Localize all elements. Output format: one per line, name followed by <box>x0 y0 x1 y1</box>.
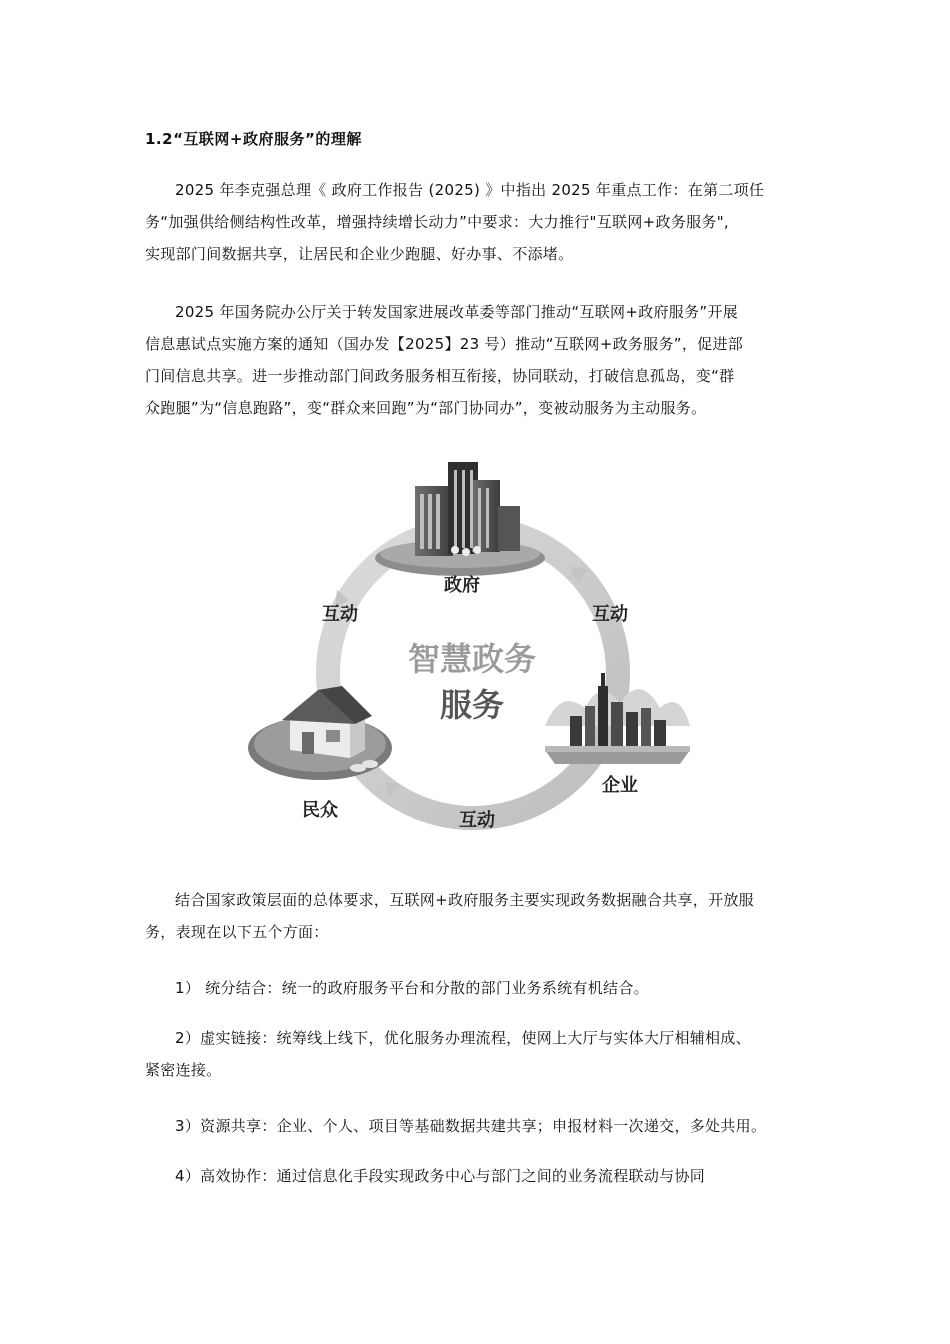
government-buildings-icon <box>375 462 545 576</box>
center-title-line2: 服务 <box>439 686 505 724</box>
center-title-line1: 智慧政务 <box>407 640 537 678</box>
paragraph-overall-requirements <box>145 884 810 948</box>
paragraph-line: 结合国家政策层面的总体要求，互联网+政府服务主要实现政务数据融合共享，开放服 <box>175 891 754 909</box>
link-label-left: 互动 <box>322 604 358 625</box>
list-item-1 <box>145 972 810 1004</box>
public-house-icon <box>248 686 392 780</box>
paragraph-line: 2025 年国务院办公厅关于转发国家进展改革委等部门推动“互联网+政府服务”开展 <box>175 303 739 321</box>
paragraph-work-report <box>145 174 810 270</box>
node-label-government: 政府 <box>444 575 480 596</box>
list-item-3 <box>145 1110 810 1142</box>
list-item-2 <box>145 1022 810 1086</box>
section-heading: 1.2“互联网+政府服务”的理解 <box>145 130 362 148</box>
paragraph-state-council-notice <box>145 296 810 424</box>
node-label-public: 民众 <box>302 800 338 821</box>
paragraph-line: 信息惠试点实施方案的通知（国办发【2025】23 号）推动“互联网+政务服务”，促进部 <box>145 335 744 353</box>
paragraph-line: 2025 年李克强总理《 政府工作报告 (2025) 》中指出 2025 年重点工作：在第二项任 <box>175 181 765 199</box>
paragraph-line: 2）虚实链接：统筹线上线下，优化服务办理流程，使网上大厅与实体大厅相辅相成、 <box>175 1029 751 1047</box>
smart-government-diagram <box>240 458 710 838</box>
paragraph-line: 务，表现在以下五个方面： <box>145 923 329 941</box>
paragraph-line: 4）高效协作：通过信息化手段实现政务中心与部门之间的业务流程联动与协同 <box>175 1167 706 1185</box>
paragraph-line: 实现部门间数据共享，让居民和企业少跑腿、好办事、不添堵。 <box>145 245 574 263</box>
link-label-right: 互动 <box>592 604 628 625</box>
node-label-enterprise: 企业 <box>602 775 638 796</box>
link-label-bottom: 互动 <box>459 810 495 831</box>
paragraph-line: 门间信息共享。进一步推动部门间政务服务相互衔接，协同联动，打破信息孤岛，变“群 <box>145 367 735 385</box>
paragraph-line: 紧密连接。 <box>145 1061 222 1079</box>
paragraph-line: 3）资源共享：企业、个人、项目等基础数据共建共享；申报材料一次递交，多处共用。 <box>175 1117 767 1135</box>
paragraph-line: 众跑腿”为“信息跑路”，变“群众来回跑”为“部门协同办”，变被动服务为主动服务。 <box>145 399 707 417</box>
paragraph-line: 1） 统分结合：统一的政府服务平台和分散的部门业务系统有机结合。 <box>175 979 649 997</box>
list-item-4 <box>145 1160 810 1192</box>
paragraph-line: 务“加强供给侧结构性改革，增强持续增长动力”中要求：大力推行"互联网+政务服务", <box>145 213 729 231</box>
